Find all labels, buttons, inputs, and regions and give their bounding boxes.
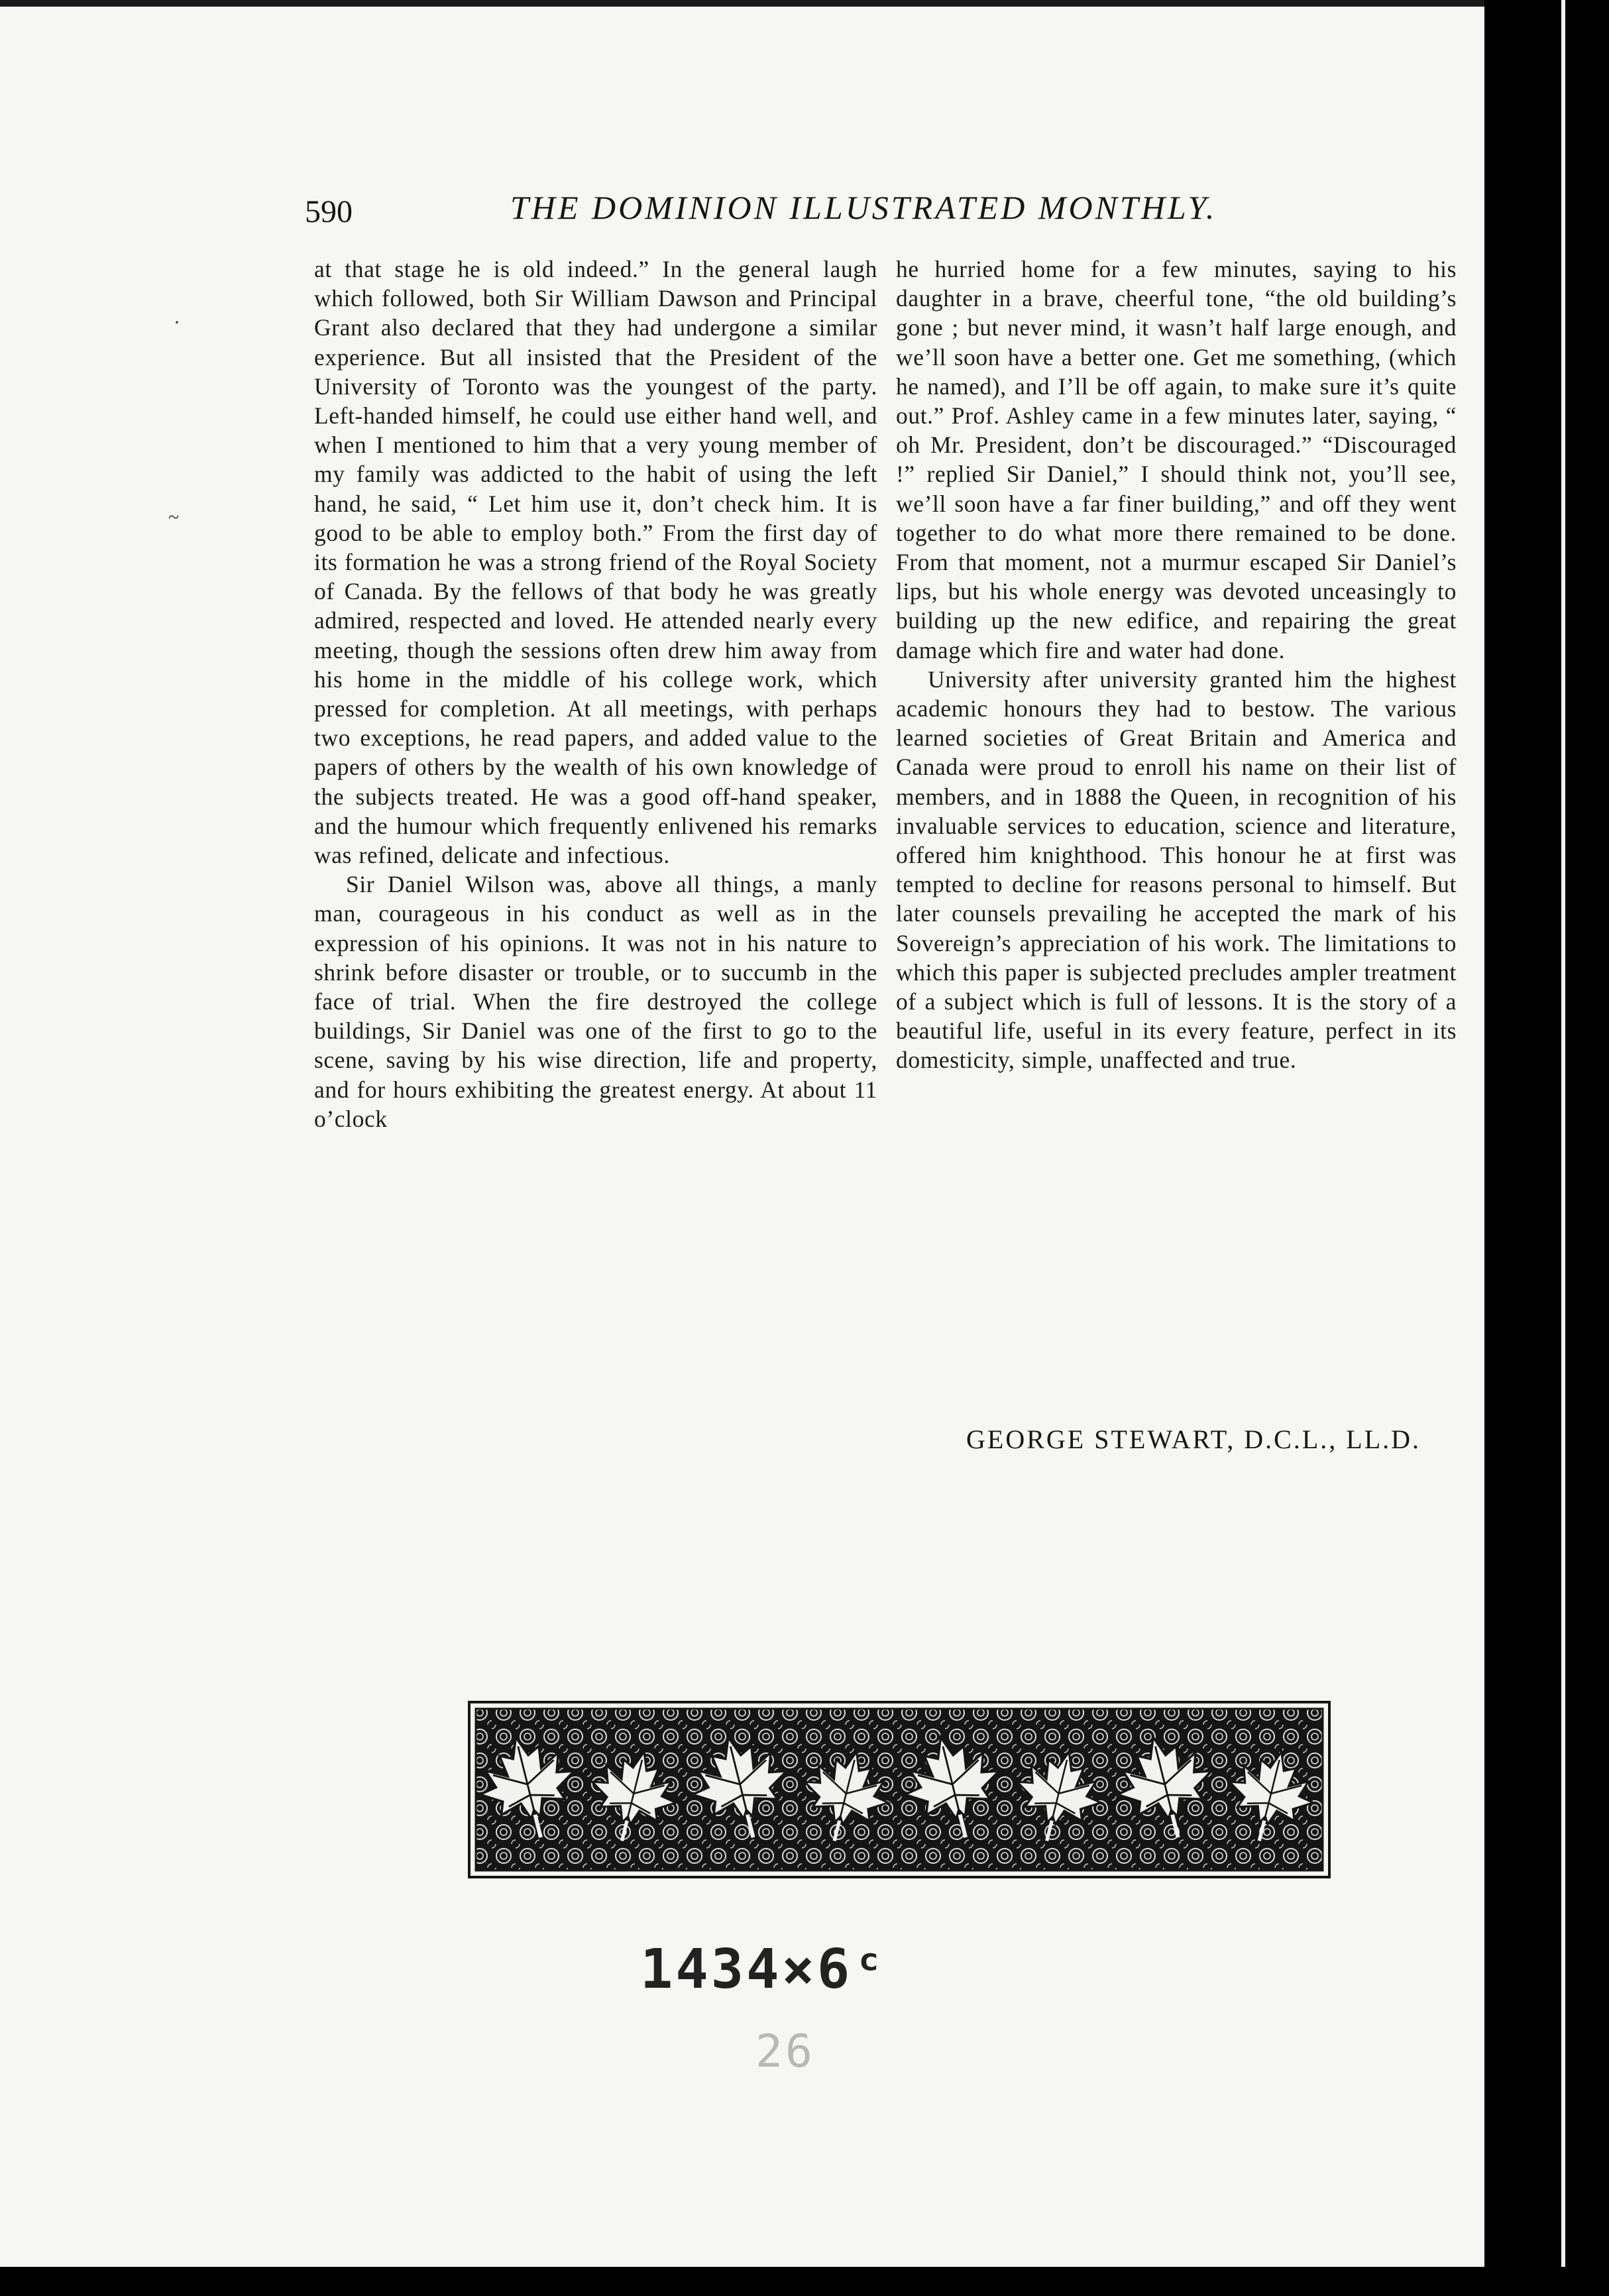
page-top-edge [0,0,1484,7]
paragraph: Sir Daniel Wilson was, above all things, a manly man, courageous in his conduct as well as in the expression of his opinions. It was not in his nature to shrink before disaster or trouble, or to succumb in the face of trial. When the fire destroyed the college buildings, Sir Daniel was one of the first to go to the scene, saving by his wise direction, life and property, and for hours exhibiting the greatest energy. At about 11 o’clock [314,871,877,1132]
catalogue-stamp: 1434×6ᶜ [640,1938,888,2001]
scan-spine-line [1561,0,1565,2296]
paragraph: at that stage he is old indeed.” In the general laugh which followed, both Sir William Dawson and Principal Grant also declared that they had undergone a similar experience. But all insisted that the President of the University of Toronto was the youngest of the party. Left-handed himself, he could use either hand well, and when I mentioned to him that a very young member of my family was addicted to the habit of using the left hand, he said, “ Let him use it, don’t check him. It is good to be able to employ both.” From the first day of its formation he was a strong friend of the Royal Society of Canada. By the fellows of that body he was greatly admired, respected and loved. He attended nearly every meeting, though the sessions often drew him away from his home in the middle of his college work, which pressed for completion. At all meetings, with perhaps two exceptions, he read papers, and added value to the papers of others by the wealth of his own knowledge of the subjects treated. He was a good off-hand speaker, and the humour which frequently enlivened his remarks was refined, delicate and infectious. [314,256,877,869]
page-number: 590 [305,194,353,229]
pencil-number: 26 [755,2026,815,2078]
maple-leaf-ornament [468,1701,1331,1878]
paragraph: he hurried home for a few minutes, saying to his daughter in a brave, cheerful tone, “the old building’s gone ; but never mind, it wasn’t half large enough, and we’ll soon have a better one. Get me something, (which he named), and I’ll be off again, to make sure it’s quite out.” Prof. Ashley came in a few minutes later, saying, “ oh Mr. President, don’t be discouraged.” “Discouraged !” replied Sir Daniel,” I should think not, you’ll see, we’ll soon have a far finer building,” and off they went together to do what more there remained to be done. From that moment, not a murmur escaped Sir Daniel’s lips, but his whole energy was devoted unceasingly to building up the new edifice, and repairing the great damage which fire and water had done. [896,256,1457,663]
author-signature: GEORGE STEWART, D.C.L., LL.D. [966,1424,1421,1454]
left-text-column [314,255,877,1133]
running-title: THE DOMINION ILLUSTRATED MONTHLY. [510,189,1217,226]
margin-speck: · [174,312,180,333]
scan-border-bottom [0,2267,1609,2296]
scan-border-right [1484,0,1609,2296]
paragraph: University after university granted him the highest academic honours they had to bestow. The various learned societies of Great Britain and America and Canada were proud to enroll his name on their list of members, and in 1888 the Queen, in recognition of his invaluable services to education, science and literature, offered him knighthood. This honour he at first was tempted to decline for reasons personal to himself. But later counsels prevailing he accepted the mark of his Sovereign’s appreciation of his work. The limitations to which this paper is subjected precludes ampler treatment of a subject which is full of lessons. It is the story of a beautiful life, useful in its every feature, perfect in its domesticity, simple, unaffected and true. [896,665,1457,1074]
margin-speck: ~ [168,506,180,528]
right-text-column [896,255,1457,1075]
